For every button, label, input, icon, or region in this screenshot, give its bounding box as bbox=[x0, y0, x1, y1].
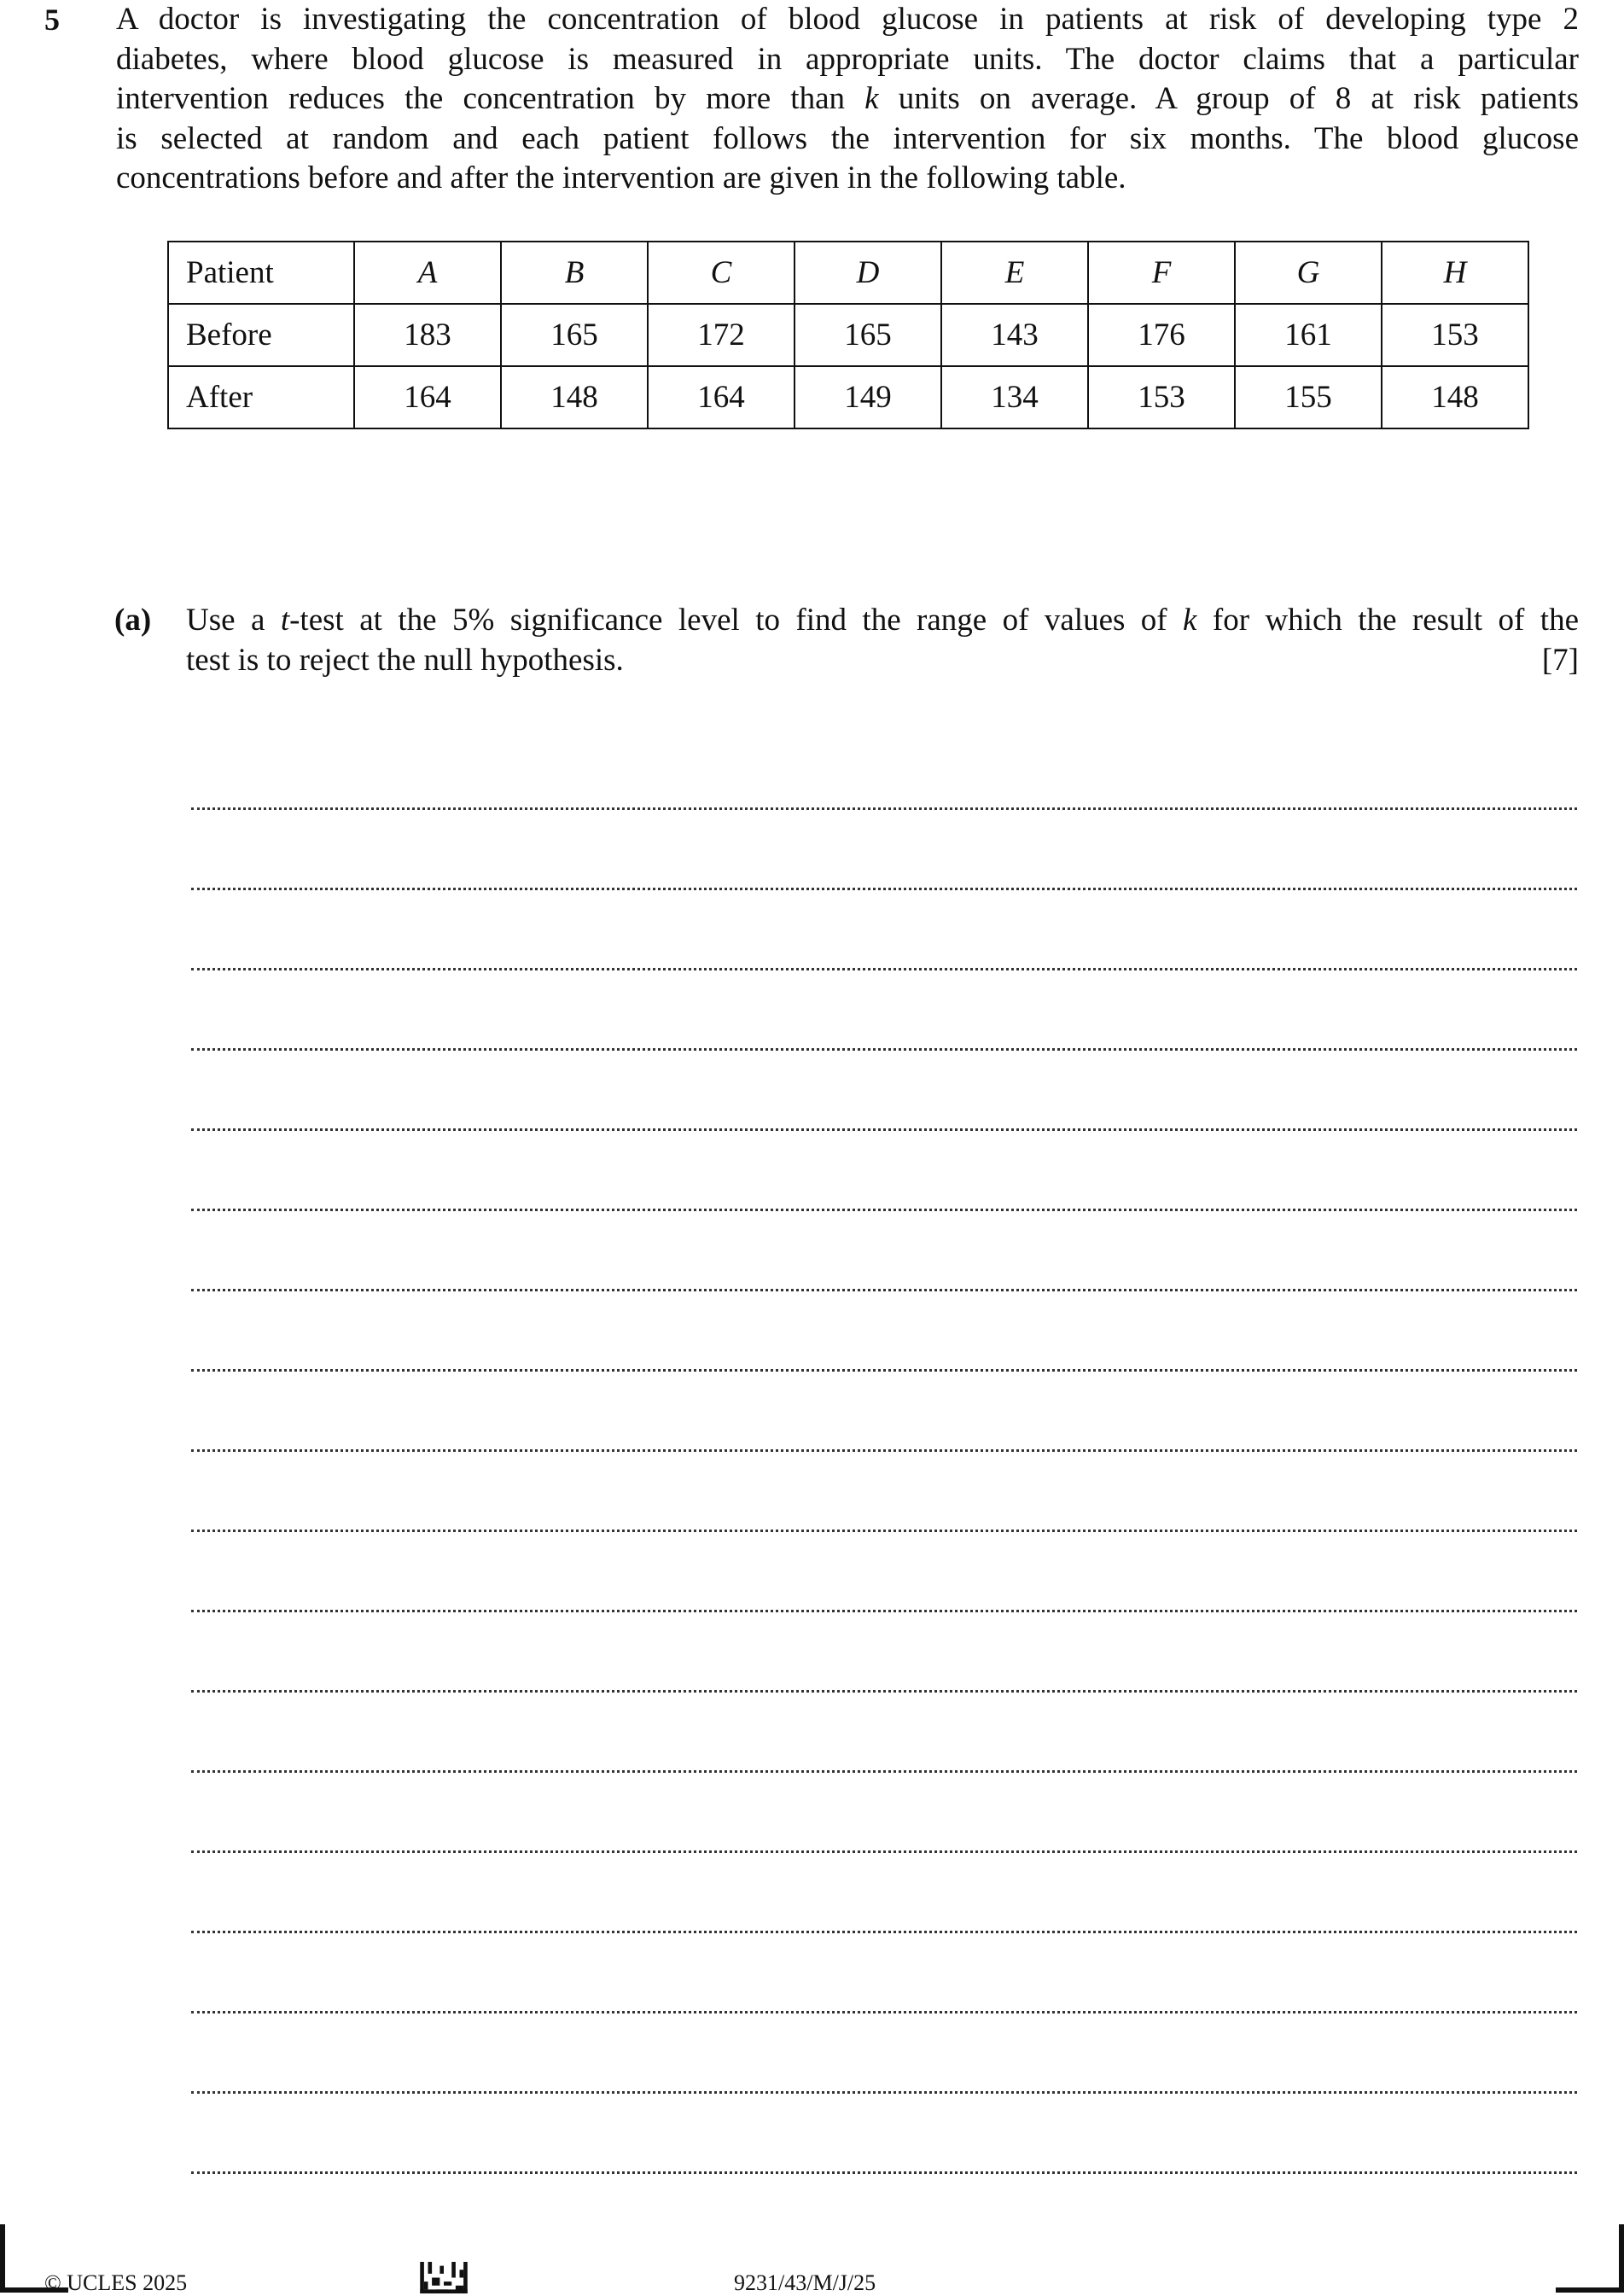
table-cell: 143 bbox=[941, 304, 1088, 366]
glucose-table bbox=[167, 241, 1529, 429]
row-label: After bbox=[168, 366, 354, 428]
table-cell: 134 bbox=[941, 366, 1088, 428]
table-cell: 172 bbox=[648, 304, 795, 366]
answer-line[interactable] bbox=[191, 1372, 1577, 1452]
stem-line-5: concentrations before and after the intervention are given in the following table. bbox=[116, 160, 1126, 195]
table-cell: 164 bbox=[648, 366, 795, 428]
table-header-cell: C bbox=[648, 242, 795, 304]
answer-line[interactable] bbox=[191, 1612, 1577, 1693]
table-header-cell: B bbox=[501, 242, 648, 304]
table-header-cell: A bbox=[354, 242, 501, 304]
answer-line[interactable] bbox=[191, 2094, 1577, 2174]
answer-line[interactable] bbox=[191, 2013, 1577, 2094]
answer-line[interactable] bbox=[191, 1853, 1577, 1933]
text-run: Use a bbox=[186, 603, 281, 638]
corner-mark-right bbox=[1556, 2224, 1624, 2293]
barcode-icon bbox=[418, 2262, 469, 2293]
stem-line-3: intervention reduces the concentration by more than k units on average. A group of 8 at risk patients bbox=[116, 81, 1579, 116]
text-run: -test at the 5% significance level to find the range of values of bbox=[289, 603, 1184, 638]
k-variable: k bbox=[1183, 603, 1197, 638]
text-run: for which the result of the bbox=[1196, 603, 1579, 638]
table-header-cell: F bbox=[1088, 242, 1235, 304]
answer-line[interactable] bbox=[191, 1773, 1577, 1853]
answer-line[interactable] bbox=[191, 970, 1577, 1051]
table-cell: 164 bbox=[354, 366, 501, 428]
t-variable: t bbox=[280, 603, 290, 638]
part-a-question bbox=[186, 600, 1579, 680]
table-header-label: Patient bbox=[168, 242, 354, 304]
copyright: © UCLES 2025 bbox=[44, 2270, 188, 2295]
table-row bbox=[168, 242, 1528, 304]
answer-line[interactable] bbox=[191, 1291, 1577, 1372]
table-cell: 165 bbox=[501, 304, 648, 366]
part-a-line-2 bbox=[186, 640, 1579, 680]
table-header-cell: E bbox=[941, 242, 1088, 304]
answer-line[interactable] bbox=[191, 1131, 1577, 1211]
answer-line[interactable] bbox=[191, 1532, 1577, 1612]
table-header-cell: G bbox=[1235, 242, 1382, 304]
table-cell: 149 bbox=[795, 366, 941, 428]
table-cell: 148 bbox=[501, 366, 648, 428]
stem-line-2: diabetes, where blood glucose is measured in appropriate units. The doctor claims that a particular bbox=[116, 41, 1579, 77]
table-cell: 176 bbox=[1088, 304, 1235, 366]
marks-label: [7] bbox=[1541, 643, 1579, 678]
question-stem bbox=[116, 0, 1579, 199]
paper-code: 9231/43/M/J/25 bbox=[734, 2270, 876, 2295]
row-label: Before bbox=[168, 304, 354, 366]
k-variable: k bbox=[864, 81, 879, 116]
stem-line-4: is selected at random and each patient follows the intervention for six months. The blood glucose bbox=[116, 120, 1579, 156]
answer-line[interactable] bbox=[191, 1933, 1577, 2013]
answer-line[interactable] bbox=[191, 810, 1577, 890]
part-a-line-1 bbox=[186, 600, 1579, 640]
answer-line[interactable] bbox=[191, 730, 1577, 810]
table-header-cell: H bbox=[1382, 242, 1528, 304]
text-run: test is to reject the null hypothesis. bbox=[186, 643, 624, 678]
answer-area[interactable] bbox=[191, 730, 1577, 2174]
table-cell: 161 bbox=[1235, 304, 1382, 366]
answer-line[interactable] bbox=[191, 1051, 1577, 1131]
answer-line[interactable] bbox=[191, 1211, 1577, 1291]
table-cell: 183 bbox=[354, 304, 501, 366]
answer-line[interactable] bbox=[191, 1452, 1577, 1532]
stem-line-1: A doctor is investigating the concentration of blood glucose in patients at risk of developing type 2 bbox=[116, 2, 1579, 37]
table-cell: 153 bbox=[1088, 366, 1235, 428]
table-cell: 155 bbox=[1235, 366, 1382, 428]
table-header-cell: D bbox=[795, 242, 941, 304]
question-number: 5 bbox=[44, 3, 60, 37]
answer-line[interactable] bbox=[191, 890, 1577, 970]
table-row bbox=[168, 366, 1528, 428]
table-cell: 148 bbox=[1382, 366, 1528, 428]
answer-line[interactable] bbox=[191, 1693, 1577, 1773]
table-cell: 153 bbox=[1382, 304, 1528, 366]
table-row bbox=[168, 304, 1528, 366]
table-cell: 165 bbox=[795, 304, 941, 366]
part-a-label: (a) bbox=[114, 603, 152, 638]
